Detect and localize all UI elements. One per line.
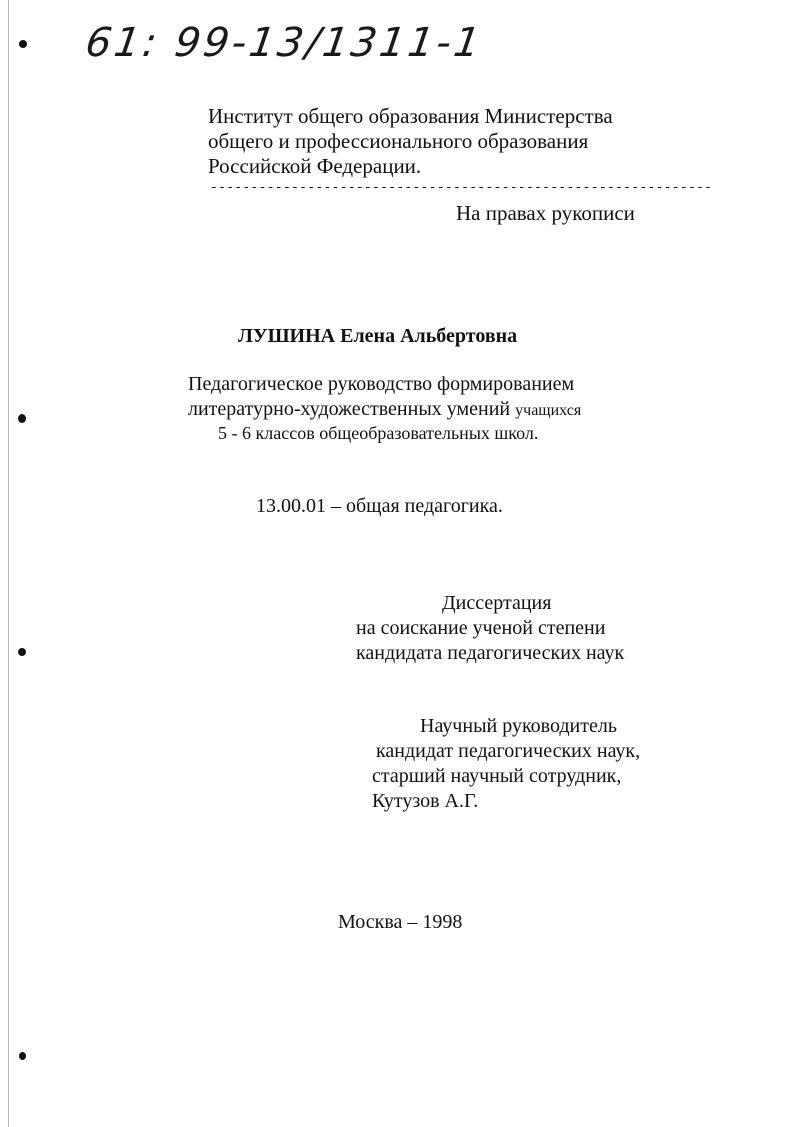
handwritten-archive-code: 61: 99-13/1311-1 [82,20,486,66]
dissertation-line-3: кандидата педагогических наук [356,642,625,664]
dissertation-line-2: на соискание ученой степени [356,617,606,639]
title-line-2-tail: учащихся [515,402,582,419]
punch-hole-mark [18,414,26,423]
institute-line-1: Институт общего образования Министерства [208,104,613,128]
punch-hole-mark [19,40,27,48]
punch-hole-mark [18,648,26,656]
separator-dashes: -------------------------------------------------------------- [210,180,713,195]
scan-edge-line [8,0,9,1127]
title-line-1: Педагогическое руководство формированием [188,373,575,395]
supervisor-line-1: Научный руководитель [420,715,617,737]
specialty-code: 13.00.01 – общая педагогика. [256,495,503,517]
supervisor-line-2: кандидат педагогических наук, [376,740,641,762]
city-year: Москва – 1998 [338,911,463,933]
author-name [238,324,517,349]
title-line-2-main: литературно-художественных умений [188,398,511,420]
dissertation-line-1: Диссертация [442,592,552,614]
supervisor-line-3: старший научный сотрудник, [372,765,622,787]
title-line-2 [188,397,581,423]
punch-hole-mark [19,1052,26,1060]
supervisor-line-4: Кутузов А.Г. [372,790,479,812]
institute-line-3: Российской Федерации. [208,154,422,178]
author-given-names: Елена Альбертовна [340,325,518,347]
title-line-3: 5 - 6 классов общеобразовательных школ. [218,423,539,443]
manuscript-note: На правах рукописи [456,201,635,225]
institute-line-2: общего и профессионального образования [208,129,589,153]
author-surname: ЛУШИНА [238,325,336,347]
